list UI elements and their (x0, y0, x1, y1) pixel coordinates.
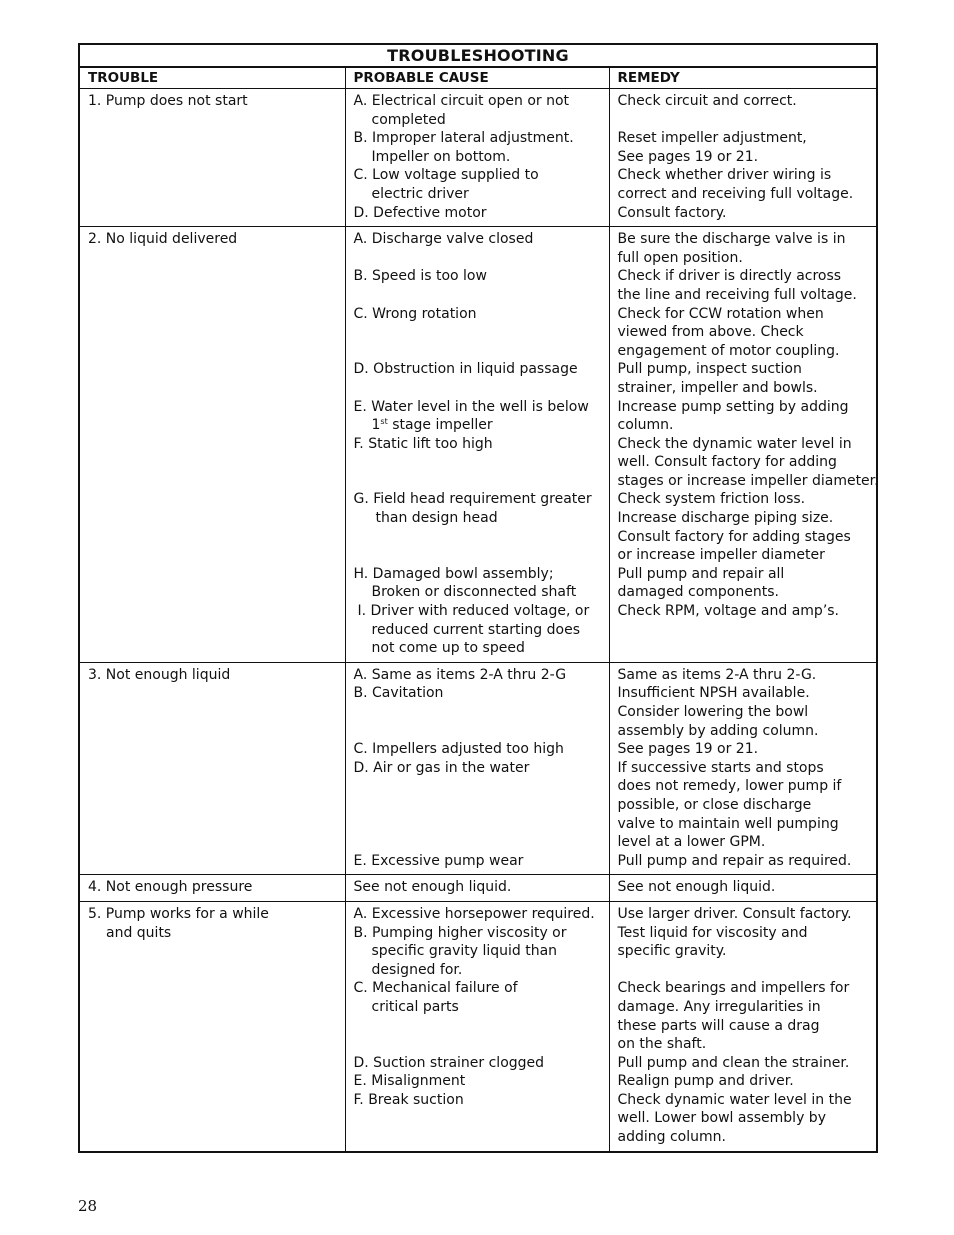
remedy-line: column. (617, 417, 674, 434)
remedy-line: Check whether driver wiring is (617, 167, 832, 184)
cause-line: D. Suction strainer clogged (353, 1054, 545, 1071)
cause-cell (345, 227, 609, 663)
remedy-line: Check if driver is directly across (617, 268, 842, 285)
cause-line: D. Obstruction in liquid passage (353, 361, 578, 378)
remedy-line: well. Consult factory for adding (617, 454, 837, 471)
cause-line: B. Improper lateral adjustment. (353, 130, 574, 147)
cause-line: C. Low voltage supplied to (353, 167, 539, 184)
table-header-row (79, 67, 877, 89)
trouble-text: 5. Pump works for a while (88, 905, 269, 922)
table-row (79, 662, 877, 875)
trouble-cell (79, 901, 345, 1151)
cause-line: A. Discharge valve closed (353, 231, 534, 248)
remedy-line: Pull pump and repair all (617, 565, 785, 582)
remedy-line: Pull pump and clean the strainer. (617, 1054, 850, 1071)
cause-line: D. Defective motor (353, 204, 487, 221)
trouble-text: 3. Not enough liquid (88, 666, 231, 683)
cause-line: A. Electrical circuit open or not (353, 93, 570, 109)
cause-spacer (354, 453, 609, 472)
cause-line: C. Mechanical failure of (353, 980, 518, 997)
remedy-line: Check circuit and correct. (617, 93, 797, 109)
cause-spacer (354, 528, 609, 547)
cause-line-text: stage impeller (392, 417, 493, 434)
cause-cell (345, 901, 609, 1151)
remedy-line: damage. Any irregularities in (617, 998, 821, 1015)
remedy-line: Consult factory for adding stages (617, 528, 851, 545)
header-trouble: TROUBLE (79, 67, 345, 89)
cause-spacer (354, 815, 609, 834)
cause-line: C. Impellers adjusted too high (353, 741, 564, 758)
cause-line: reduced current starting does (371, 621, 580, 638)
cause-spacer (354, 703, 609, 722)
cause-spacer (354, 777, 609, 796)
cause-line: critical parts (371, 998, 459, 1015)
remedy-spacer (618, 111, 877, 130)
ordinal-suffix: st (380, 417, 388, 427)
header-remedy: REMEDY (609, 67, 877, 89)
trouble-cell (79, 662, 345, 875)
trouble-cell (79, 875, 345, 902)
cause-line: Broken or disconnected shaft (371, 584, 577, 601)
remedy-line: engagement of motor coupling. (617, 342, 840, 359)
cause-line: specific gravity liquid than (371, 943, 558, 960)
cause-line: G. Field head requirement greater (353, 491, 592, 508)
trouble-text: 2. No liquid delivered (88, 231, 238, 248)
cause-line: A. Excessive horsepower required. (353, 905, 595, 922)
cause-line: C. Wrong rotation (353, 305, 477, 322)
cause-spacer (354, 342, 609, 361)
header-probable-cause: PROBABLE CAUSE (345, 67, 609, 89)
cause-line: I. Driver with reduced voltage, or (357, 603, 590, 620)
remedy-line: Use larger driver. Consult factory. (617, 905, 852, 922)
cause-line: E. Misalignment (353, 1073, 466, 1090)
cause-line: completed (371, 111, 446, 128)
remedy-line: correct and receiving full voltage. (617, 185, 854, 202)
cause-line-ordinal (354, 416, 609, 435)
cause-line: See not enough liquid. (353, 879, 512, 896)
remedy-line: Pull pump and repair as required. (617, 852, 852, 869)
remedy-line: Pull pump, inspect suction (617, 361, 802, 378)
cause-cell (345, 662, 609, 875)
cause-line: B. Pumping higher viscosity or (353, 924, 567, 941)
remedy-line: level at a lower GPM. (617, 834, 766, 851)
remedy-line: Check bearings and impellers for (617, 980, 850, 997)
remedy-spacer (618, 961, 877, 980)
remedy-cell (609, 662, 877, 875)
cause-spacer (354, 796, 609, 815)
cause-line: Impeller on bottom. (371, 148, 511, 165)
remedy-line: well. Lower bowl assembly by (617, 1110, 826, 1127)
cause-line: B. Cavitation (353, 685, 444, 702)
remedy-line: Consider lowering the bowl (617, 704, 809, 720)
remedy-line: assembly by adding column. (617, 722, 819, 739)
cause-line: E. Water level in the well is below (353, 398, 589, 415)
remedy-line: If successive starts and stops (617, 759, 824, 776)
table-title: TROUBLESHOOTING (79, 44, 877, 67)
page-number: 28 (78, 1197, 98, 1215)
trouble-cell (79, 227, 345, 663)
remedy-line: full open position. (617, 249, 743, 266)
trouble-text: 4. Not enough pressure (88, 879, 253, 896)
remedy-line: See not enough liquid. (617, 879, 776, 896)
remedy-line: viewed from above. Check (617, 324, 804, 341)
remedy-line: Increase discharge piping size. (617, 510, 834, 527)
trouble-text: and quits (106, 924, 172, 941)
cause-line: designed for. (371, 961, 463, 978)
remedy-line: the line and receiving full voltage. (617, 286, 857, 303)
cause-spacer (354, 546, 609, 565)
remedy-line: Check for CCW rotation when (617, 305, 824, 322)
remedy-line: Be sure the discharge valve is in (617, 231, 846, 248)
remedy-line: Check the dynamic water level in (617, 435, 852, 452)
cause-spacer (354, 472, 609, 491)
remedy-line: Same as items 2-A thru 2-G. (617, 666, 817, 683)
trouble-text: 1. Pump does not start (88, 93, 248, 109)
remedy-line: damaged components. (617, 584, 779, 601)
remedy-line: Insufficient NPSH available. (617, 685, 810, 702)
remedy-line: Check dynamic water level in the (617, 1091, 852, 1108)
remedy-line: Check RPM, voltage and amp’s. (617, 603, 840, 620)
trouble-cell (79, 89, 345, 227)
table-row (79, 89, 877, 227)
remedy-cell (609, 89, 877, 227)
cause-line: electric driver (371, 185, 469, 202)
remedy-line: Check system friction loss. (617, 491, 806, 508)
troubleshooting-page (78, 43, 879, 1153)
cause-spacer (354, 323, 609, 342)
cause-spacer (354, 1035, 609, 1054)
cause-line: E. Excessive pump wear (353, 852, 524, 869)
cause-cell (345, 875, 609, 902)
remedy-cell (609, 875, 877, 902)
cause-spacer (354, 833, 609, 852)
remedy-line: on the shaft. (617, 1036, 707, 1053)
table-row (79, 227, 877, 663)
remedy-line: does not remedy, lower pump if (617, 778, 842, 795)
remedy-line: valve to maintain well pumping (617, 815, 839, 832)
remedy-line: specific gravity. (617, 943, 727, 960)
cause-line: D. Air or gas in the water (353, 759, 530, 776)
cause-cell (345, 89, 609, 227)
remedy-line: See pages 19 or 21. (617, 741, 759, 758)
ordinal-number: 1 (371, 417, 381, 434)
cause-spacer (354, 286, 609, 305)
cause-line: not come up to speed (371, 640, 525, 657)
cause-line: F. Break suction (353, 1091, 464, 1108)
remedy-line: stages or increase impeller diameter. (617, 472, 879, 489)
remedy-line: possible, or close discharge (617, 796, 812, 813)
cause-spacer (354, 722, 609, 741)
remedy-line: Increase pump setting by adding (617, 398, 849, 415)
remedy-line: Test liquid for viscosity and (617, 924, 808, 941)
cause-line: H. Damaged bowl assembly; (353, 565, 554, 582)
remedy-line: strainer, impeller and bowls. (617, 379, 818, 396)
cause-line: than design head (375, 510, 498, 527)
remedy-line: Realign pump and driver. (617, 1073, 794, 1090)
cause-spacer (354, 249, 609, 268)
remedy-line: Reset impeller adjustment, (617, 130, 807, 147)
cause-spacer (354, 1017, 609, 1036)
remedy-line: these parts will cause a drag (617, 1017, 820, 1034)
cause-line: B. Speed is too low (353, 268, 487, 285)
remedy-cell (609, 901, 877, 1151)
remedy-cell (609, 227, 877, 663)
cause-spacer (354, 379, 609, 398)
table-row (79, 901, 877, 1151)
troubleshooting-table (78, 43, 878, 1153)
remedy-line: See pages 19 or 21. (617, 148, 759, 165)
remedy-line: adding column. (617, 1129, 726, 1146)
cause-line: A. Same as items 2-A thru 2-G (353, 666, 567, 683)
remedy-line: Consult factory. (617, 204, 727, 221)
remedy-line: or increase impeller diameter (617, 547, 825, 564)
cause-line: F. Static lift too high (353, 435, 493, 452)
table-row (79, 875, 877, 902)
